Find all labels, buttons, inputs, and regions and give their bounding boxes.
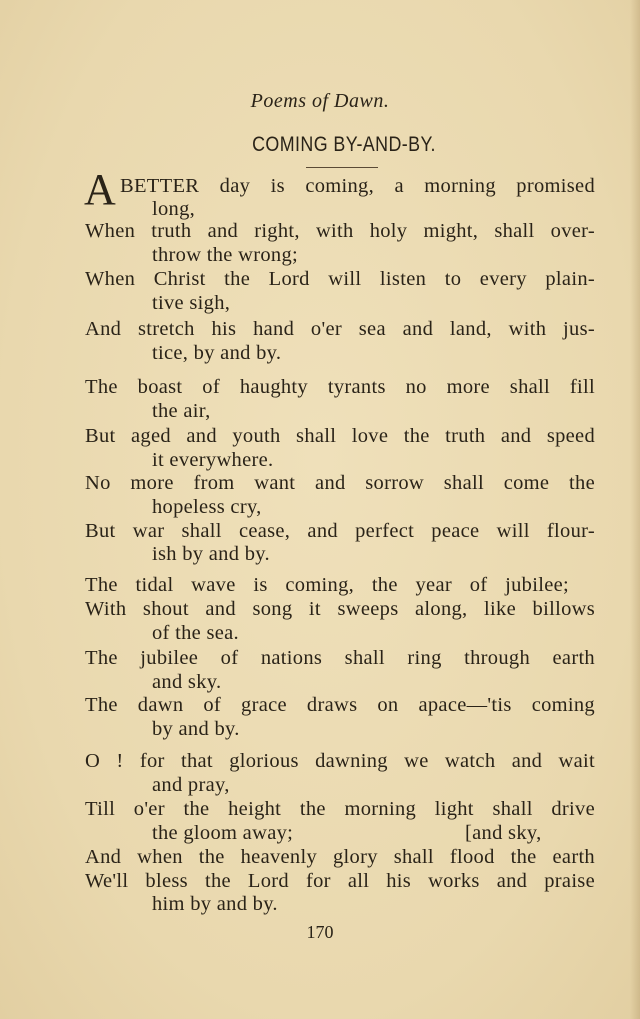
poem-line: tice, by and by. (152, 342, 282, 364)
poem-line: O ! for that glorious dawning we watch and wait (85, 750, 595, 772)
poem-line: And stretch his hand o'er sea and land, with jus- (85, 318, 595, 340)
poem-line: ish by and by. (152, 543, 270, 565)
poem-line: When truth and right, with holy might, shall over- (85, 220, 595, 242)
poem-line: throw the wrong; (152, 244, 298, 266)
title-rule (306, 167, 378, 168)
running-head: Poems of Dawn. (250, 90, 390, 112)
poem-line: long, (152, 198, 196, 220)
page-number: 170 (306, 922, 334, 942)
poem-line: With shout and song it sweeps along, like billows (85, 598, 595, 620)
poem-line: and pray, (152, 774, 230, 796)
poem-line: and sky. (152, 671, 222, 693)
poem-line: The boast of haughty tyrants no more shall fill (85, 376, 595, 398)
poem-line: him by and by. (152, 893, 278, 915)
poem-line: No more from want and sorrow shall come the (85, 472, 595, 494)
poem-line: The tidal wave is coming, the year of jubilee; (85, 574, 569, 596)
poem-line: And when the heavenly glory shall flood the earth (85, 846, 595, 868)
poem-line: The dawn of grace draws on apace—'tis coming (85, 694, 595, 716)
poem-line: the air, (152, 400, 211, 422)
poem-line: The jubilee of nations shall ring through earth (85, 647, 595, 669)
poem-line: When Christ the Lord will listen to every plain- (85, 268, 595, 290)
poem-line: But war shall cease, and perfect peace will flour- (85, 520, 595, 542)
drop-cap: A (84, 165, 116, 214)
poem-line: hopeless cry, (152, 496, 262, 518)
poem-line: it everywhere. (152, 449, 274, 471)
poem-line: the gloom away; (152, 822, 294, 844)
poem-line: But aged and youth shall love the truth and speed (85, 425, 595, 447)
poem-line: by and by. (152, 718, 240, 740)
poem-line: tive sigh, (152, 292, 231, 314)
poem-title: COMING BY-AND-BY. (252, 133, 436, 156)
poem-line: We'll bless the Lord for all his works and praise (85, 870, 595, 892)
poem-line: BETTER day is coming, a morning promised (120, 175, 595, 197)
poem-line: of the sea. (152, 622, 239, 644)
poem-line: Till o'er the height the morning light shall drive (85, 798, 595, 820)
poem-line-turnover: [and sky, (465, 822, 542, 844)
